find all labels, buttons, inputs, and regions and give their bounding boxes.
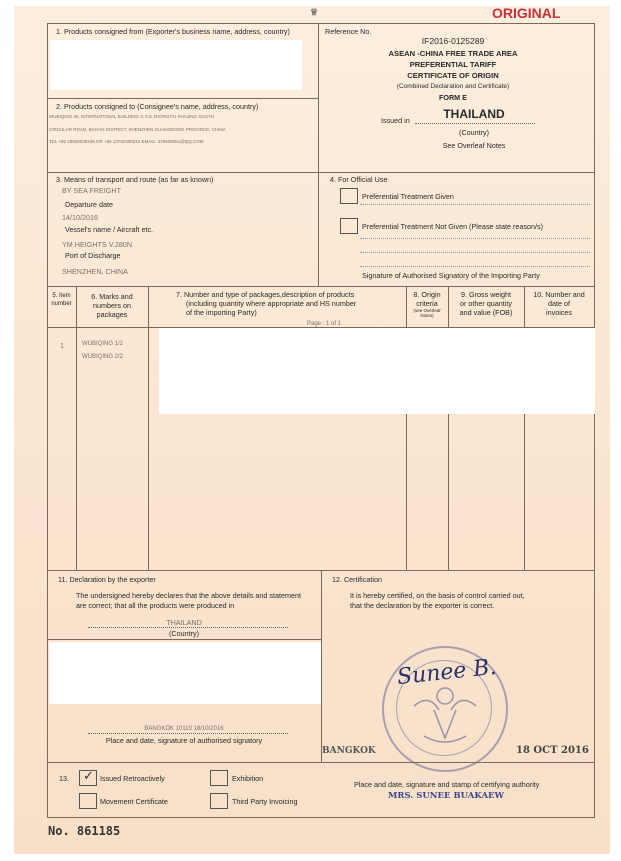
frame-right bbox=[594, 23, 595, 818]
movement-certificate-checkbox[interactable] bbox=[79, 793, 97, 809]
box12-text-2: that the declaration by the exporter is correct. bbox=[350, 601, 495, 610]
departure-date: 14/10/2016 bbox=[62, 213, 98, 222]
country-dotline bbox=[88, 627, 288, 628]
frame-top bbox=[47, 23, 595, 24]
exhibition-label: Exhibition bbox=[232, 774, 264, 783]
col10-line2: date of bbox=[548, 299, 570, 308]
consignee-line-3: TEL +86 18608029446 OR +86 13760450310 EMAIL: 375669051@QQ.COM bbox=[49, 139, 204, 144]
box13-top-line bbox=[47, 762, 321, 763]
vessel-label: Vessel's name / Aircraft etc. bbox=[65, 225, 154, 234]
page-indicator: Page : 1 of 1 bbox=[306, 321, 342, 327]
col5-line1: 5. Item bbox=[52, 293, 71, 299]
col8-line2: criteria bbox=[416, 299, 438, 308]
col10-line1: 10. Number and bbox=[533, 290, 585, 299]
subtitle: (Combined Declaration and Certificate) bbox=[396, 83, 510, 90]
box3-label: 3. Means of transport and route (as far as known) bbox=[56, 175, 214, 184]
col6-line1: 6. Marks and bbox=[91, 292, 133, 301]
exporter-signature-redacted bbox=[49, 642, 321, 704]
col-sep-5 bbox=[76, 286, 77, 570]
treatment-not-given-checkbox[interactable] bbox=[340, 218, 358, 234]
box2-label: 2. Products consigned to (Consignee's name, address, country) bbox=[56, 102, 259, 111]
produced-country: THAILAND bbox=[166, 618, 202, 627]
col8-line4: Notes) bbox=[420, 313, 434, 318]
issued-in-label: Issued in bbox=[381, 116, 410, 125]
given-dotline bbox=[360, 204, 590, 205]
title-line-2: PREFERENTIAL TARIFF bbox=[409, 60, 497, 69]
reason-dotline-2 bbox=[360, 252, 590, 253]
certificate-paper bbox=[14, 6, 610, 854]
checkmark-icon: ✓ bbox=[83, 768, 94, 783]
port-label: Port of Discharge bbox=[65, 251, 121, 260]
col8-line1: 8. Origin bbox=[413, 290, 441, 299]
officer-signature: Sunee B. bbox=[395, 654, 498, 691]
title-line-1: ASEAN -CHINA FREE TRADE AREA bbox=[388, 49, 518, 58]
divider-box3 bbox=[47, 172, 595, 173]
exporter-place-caption: Place and date, signature of authorised signatory bbox=[105, 736, 263, 745]
treatment-not-given-label: Preferential Treatment Not Given (Please state reason/s) bbox=[362, 222, 543, 231]
box11-country-caption: (Country) bbox=[169, 629, 199, 638]
goods-description-redacted bbox=[159, 328, 595, 414]
item-mark-1: WUBIQING 1/2 bbox=[82, 341, 124, 347]
country-caption: (Country) bbox=[459, 128, 489, 137]
columns-top bbox=[47, 286, 595, 287]
movement-certificate-label: Movement Certificate bbox=[100, 797, 168, 806]
departure-label: Departure date bbox=[65, 200, 113, 209]
col8-line3: (see Overleaf bbox=[413, 308, 441, 313]
exporter-redacted bbox=[50, 40, 302, 90]
place-dotline bbox=[88, 733, 288, 734]
box11-text-2: are correct; that all the products were produced in bbox=[76, 601, 235, 610]
col7-line1: 7. Number and type of packages,description of products bbox=[176, 290, 355, 299]
col7-line3: of the importing Party) bbox=[186, 308, 257, 317]
box13-label: 13. bbox=[59, 774, 69, 783]
box11-inner-line bbox=[47, 639, 321, 640]
exporter-place-date: BANGKOK 10110 18/10/2016 bbox=[144, 726, 224, 732]
emblem-icon: ♕ bbox=[310, 7, 319, 17]
box4-label: 4. For Official Use bbox=[330, 175, 388, 184]
box11-label: 11. Declaration by the exporter bbox=[58, 575, 156, 584]
third-party-invoicing-label: Third Party Invoicing bbox=[232, 797, 298, 806]
divider-top bbox=[318, 23, 319, 286]
box12-label: 12. Certification bbox=[332, 575, 382, 584]
importer-signature-caption: Signature of Authorised Signatory of the Importing Party bbox=[362, 271, 540, 280]
certify-place-caption: Place and date, signature and stamp of certifying authority bbox=[354, 780, 540, 789]
certify-city: BANGKOK bbox=[322, 746, 376, 756]
frame-bottom bbox=[47, 817, 595, 818]
issued-retroactively-checkbox[interactable] bbox=[79, 770, 97, 786]
divider-11-12 bbox=[321, 570, 322, 762]
form-label: FORM E bbox=[439, 93, 467, 102]
box1-label: 1. Products consigned from (Exporter's business name, address, country) bbox=[56, 27, 290, 36]
consignee-line-1: WUBIQING 66, INTERNATIONAL BUILDING 3, 5 E ZHONGTAI SHAJING SOUTH bbox=[49, 114, 214, 119]
box11-text-1: The undersigned hereby declares that the above details and statement bbox=[76, 591, 301, 600]
third-party-invoicing-checkbox[interactable] bbox=[210, 793, 228, 809]
signature-dotline bbox=[360, 266, 590, 267]
overleaf-note: See Overleaf Notes bbox=[442, 141, 506, 150]
item-mark-2: WUBIQING 2/2 bbox=[82, 354, 124, 360]
issued-retroactively-label: Issued Retroactively bbox=[100, 774, 165, 783]
item-number: 1 bbox=[60, 341, 64, 350]
certifying-officer-name: MRS. SUNEE BUAKAEW bbox=[388, 791, 505, 801]
certify-date: 18 OCT 2016 bbox=[516, 745, 589, 756]
col9-line3: and value (FOB) bbox=[459, 308, 513, 317]
col9-line1: 9. Gross weight bbox=[461, 290, 511, 299]
col5-line2: number bbox=[51, 301, 72, 307]
reference-label: Reference No. bbox=[325, 27, 372, 36]
col7-line2: (including quantity where appropriate and HS number bbox=[186, 299, 357, 308]
col6-line3: packages bbox=[96, 310, 128, 319]
treatment-given-checkbox[interactable] bbox=[340, 188, 358, 204]
original-mark: ORIGINAL bbox=[492, 5, 561, 21]
frame-left bbox=[47, 23, 48, 818]
divider-box1 bbox=[47, 98, 318, 99]
issued-dotline bbox=[415, 123, 535, 124]
transport-value: BY SEA FREIGHT bbox=[62, 186, 121, 195]
col6-line2: numbers on bbox=[93, 301, 131, 310]
consignee-line-2: CIRCULAR ROAD, BAOAN DISTRICT, SHENZHEN GUANGDONG PROVINCE, CHINA bbox=[49, 127, 226, 132]
exhibition-checkbox[interactable] bbox=[210, 770, 228, 786]
treatment-given-label: Preferential Treatment Given bbox=[362, 192, 454, 201]
serial-number: No. 861185 bbox=[48, 824, 121, 838]
box12-bottom-line bbox=[321, 762, 595, 763]
vessel-name: YM HEIGHTS V.280N bbox=[62, 240, 133, 249]
reference-number: IF2016-0125289 bbox=[421, 36, 485, 46]
reason-dotline-1 bbox=[360, 238, 590, 239]
box12-text-1: It is hereby certified, on the basis of control carried out, bbox=[350, 591, 525, 600]
issued-country: THAILAND bbox=[443, 107, 505, 121]
port-value: SHENZHEN, CHINA bbox=[62, 267, 128, 276]
col9-line2: or other quantity bbox=[460, 299, 512, 308]
col10-line3: invoices bbox=[546, 308, 572, 317]
title-line-3: CERTIFICATE OF ORIGIN bbox=[407, 71, 499, 80]
col-sep-6 bbox=[148, 286, 149, 570]
